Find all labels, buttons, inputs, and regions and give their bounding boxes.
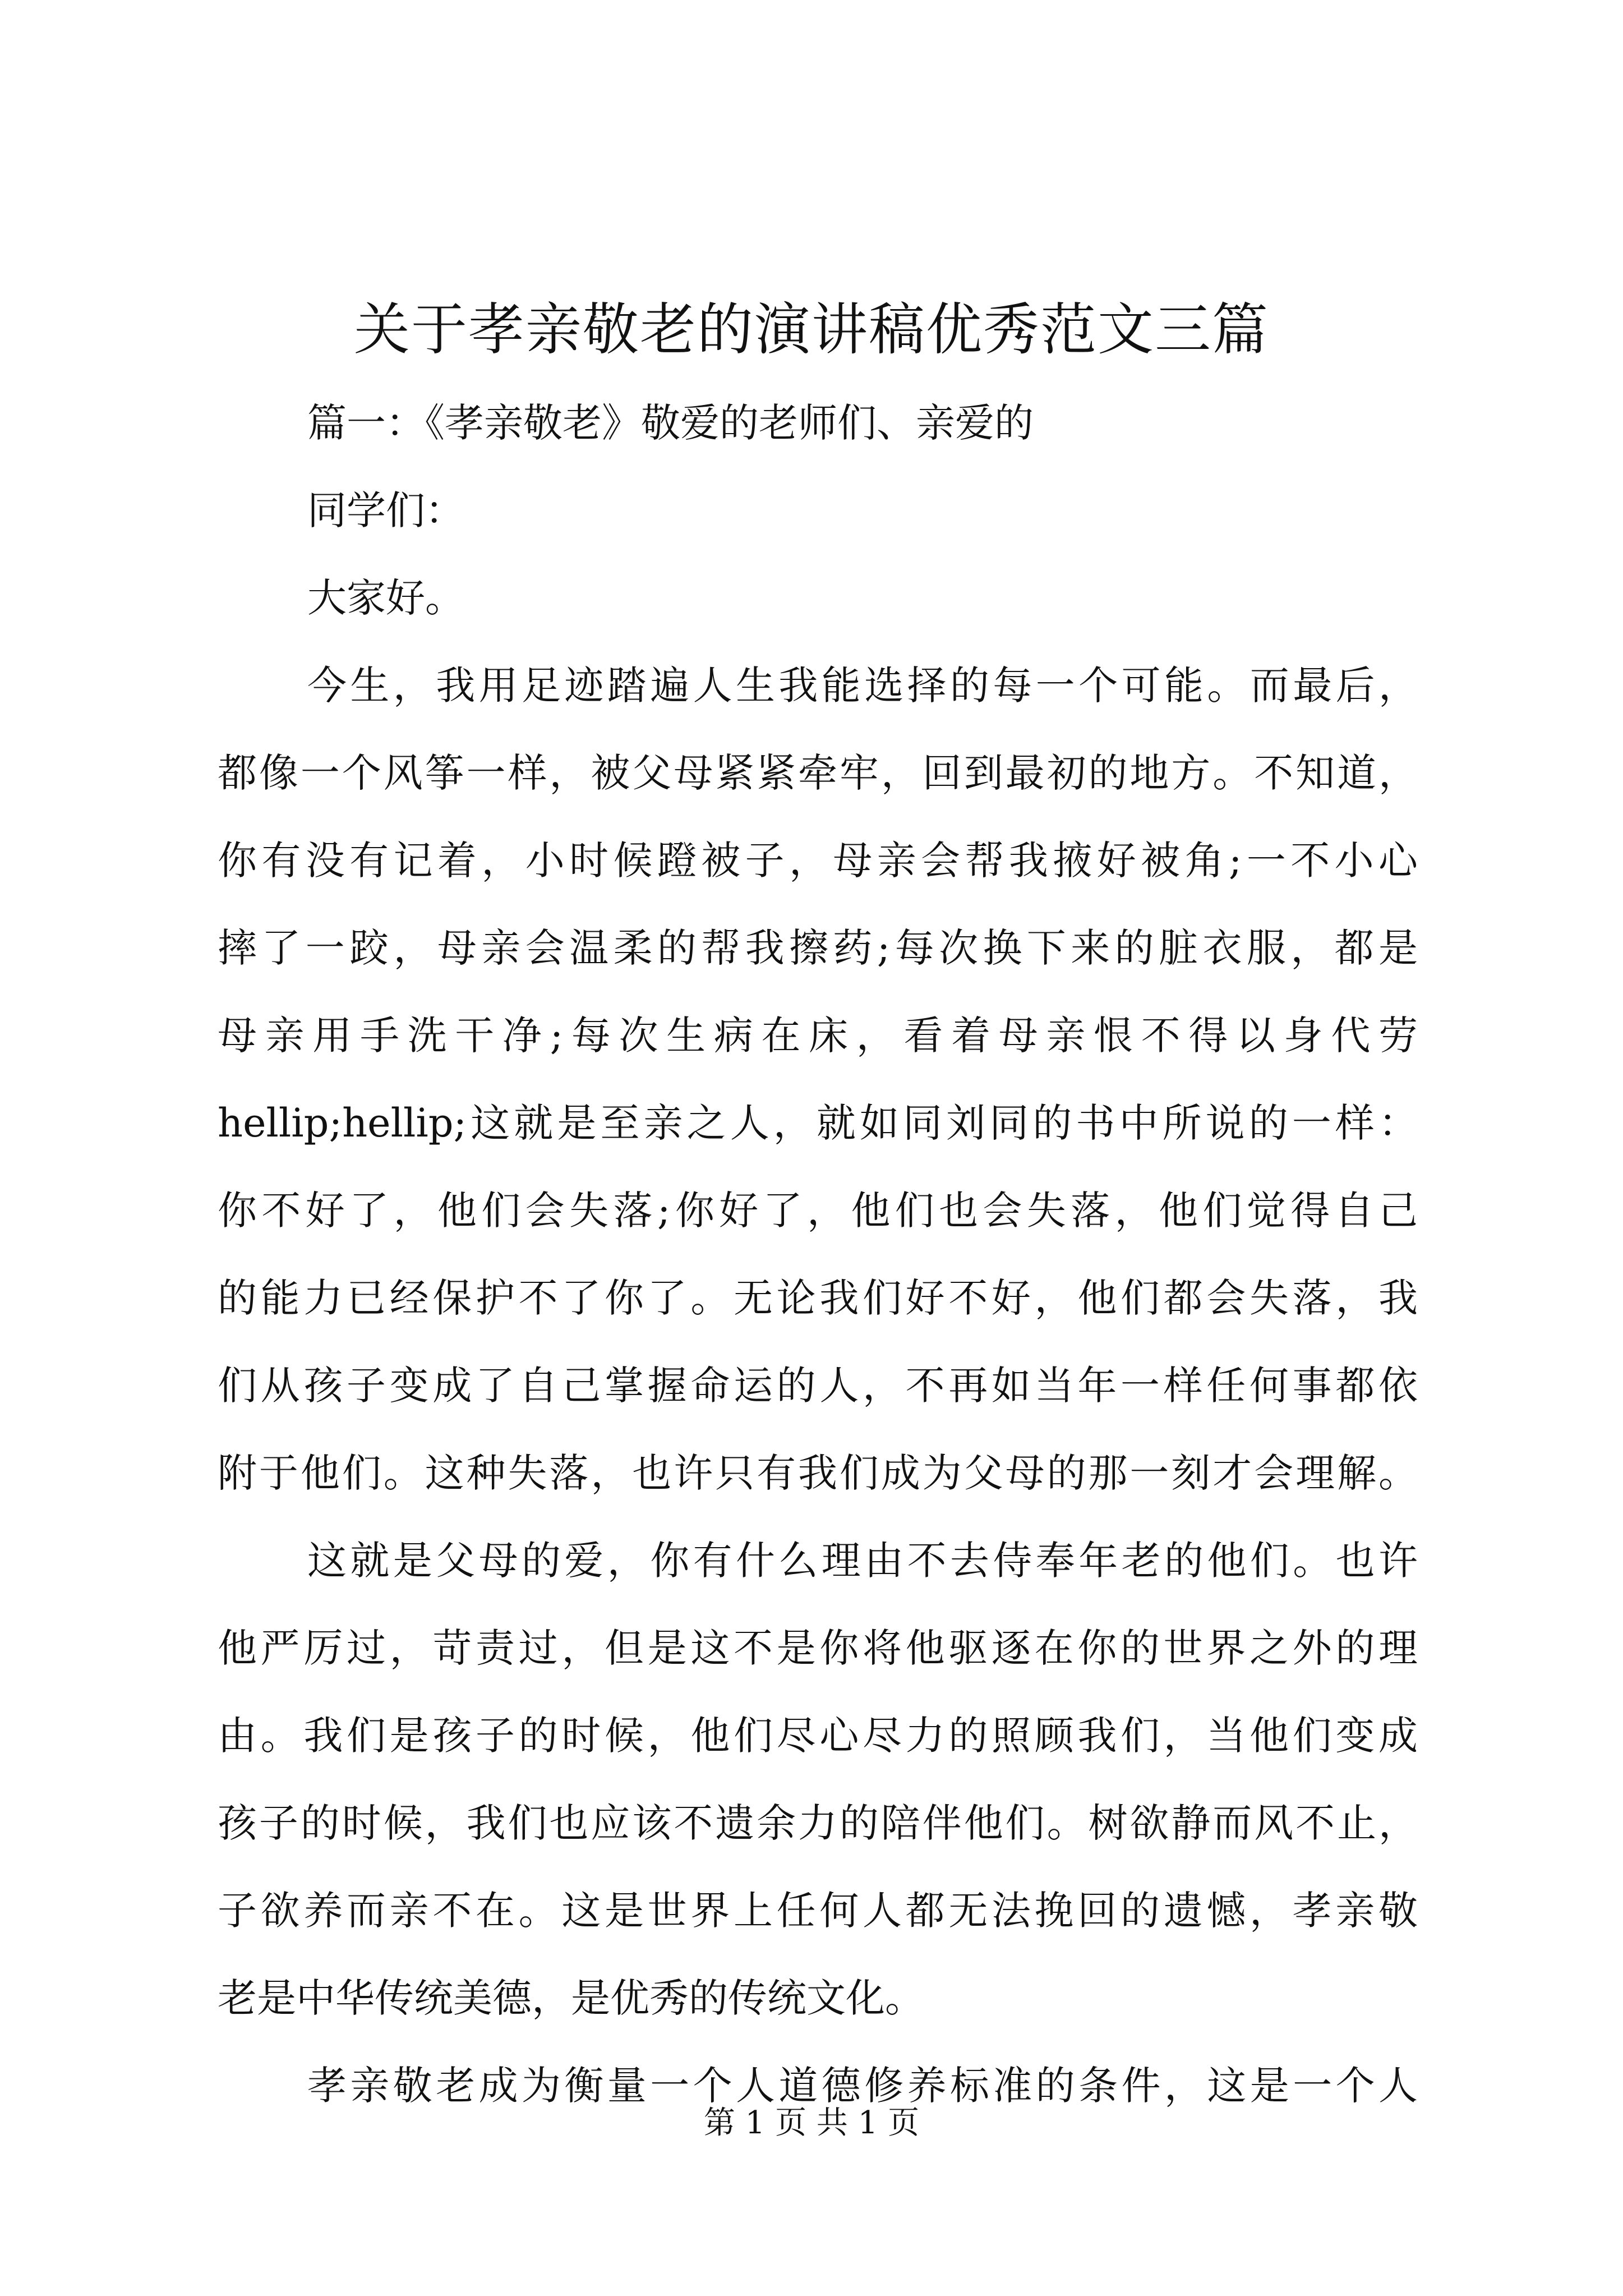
text-line: 大家好。 [307, 575, 464, 621]
text-line: 这就是父母的爱，你有什么理由不去侍奉年老的他们。也许 [307, 1538, 1418, 1584]
text-line: 今生，我用足迹踏遍人生我能选择的每一个可能。而最后， [307, 662, 1418, 708]
text-line: 篇一：《孝亲敬老》敬爱的老师们、亲爱的 [307, 400, 1034, 446]
page-footer: 第 1 页 共 1 页 [703, 2105, 920, 2141]
text-line: 你不好了，他们会失落;你好了，他们也会失落，他们觉得自己 [218, 1188, 1418, 1234]
text-line: 你有没有记着，小时候蹬被子，母亲会帮我掖好被角;一不小心 [218, 838, 1418, 884]
text-line: 子欲养而亲不在。这是世界上任何人都无法挽回的遗憾，孝亲敬 [218, 1888, 1418, 1934]
text-line: 孩子的时候，我们也应该不遗余力的陪伴他们。树欲静而风不止， [218, 1800, 1418, 1846]
text-line: 摔了一跤，母亲会温柔的帮我擦药;每次换下来的脏衣服，都是 [218, 925, 1418, 971]
text-line: 都像一个风筝一样，被父母紧紧牵牢，回到最初的地方。不知道， [218, 750, 1418, 796]
text-line: 由。我们是孩子的时候，他们尽心尽力的照顾我们，当他们变成 [218, 1713, 1418, 1759]
document-title: 关于孝亲敬老的演讲稿优秀范文三篇 [354, 297, 1269, 362]
text-line: 他严厉过，苛责过，但是这不是你将他驱逐在你的世界之外的理 [218, 1625, 1418, 1671]
text-line: 母亲用手洗干净;每次生病在床，看着母亲恨不得以身代劳 [218, 1013, 1418, 1059]
text-line: 们从孩子变成了自己掌握命运的人，不再如当年一样任何事都依 [218, 1363, 1418, 1409]
text-line: 的能力已经保护不了你了。无论我们好不好，他们都会失落，我 [218, 1275, 1418, 1321]
document-body [218, 379, 1418, 2129]
text-line: 孝亲敬老成为衡量一个人道德修养标准的条件，这是一个人 [307, 2063, 1418, 2109]
text-line: 老是中华传统美德，是优秀的传统文化。 [218, 1975, 924, 2021]
text-line: 同学们： [307, 487, 464, 533]
text-line: 附于他们。这种失落，也许只有我们成为父母的那一刻才会理解。 [218, 1450, 1418, 1496]
text-line: hellip;hellip;这就是至亲之人，就如同刘同的书中所说的一样： [218, 1100, 1418, 1146]
